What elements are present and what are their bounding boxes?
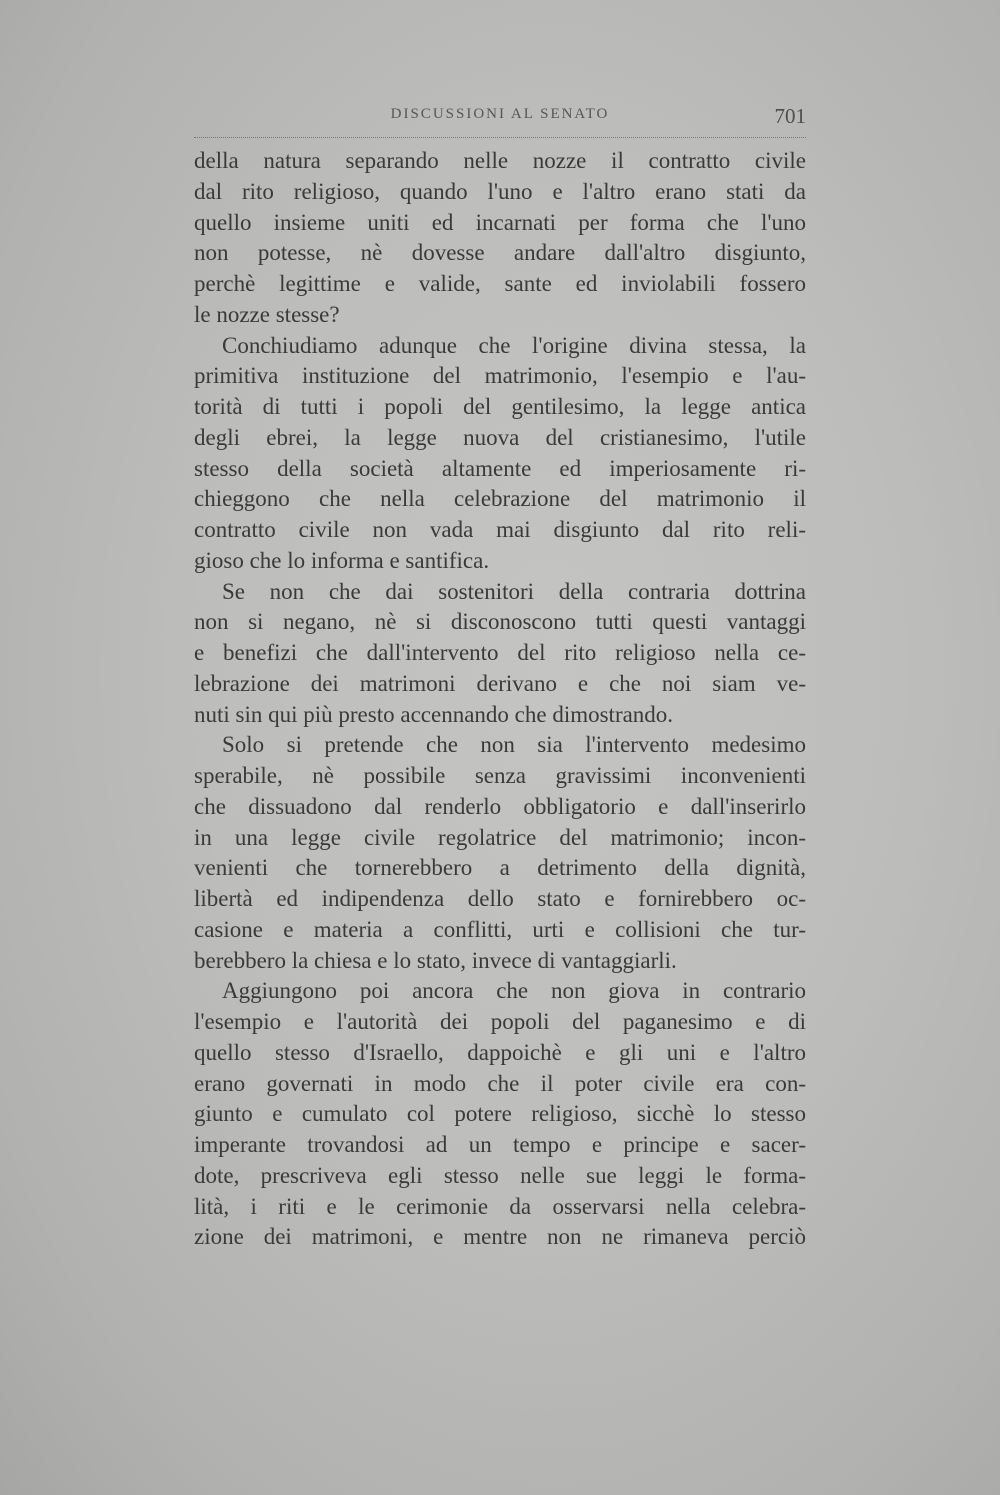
text-line: erano governati in modo che il poter civile era con- bbox=[194, 1070, 806, 1096]
running-title: DISCUSSIONI AL SENATO bbox=[390, 106, 610, 122]
text-line: Aggiungono poi ancora che non giova in contrario bbox=[222, 978, 806, 1004]
text-line: contratto civile non vada mai disgiunto dal rito reli- bbox=[194, 517, 806, 542]
text-line: gioso che lo informa e santifica. bbox=[194, 547, 490, 573]
text-line: in una legge civile regolatrice del matrimonio; incon- bbox=[194, 824, 806, 850]
text-line: giunto e cumulato col potere religioso, sicchè lo stesso bbox=[194, 1101, 806, 1127]
text-line: stesso della società altamente ed imperiosamente ri- bbox=[194, 455, 806, 481]
text-line: quello stesso d'Israello, dappoichè e gli uni e l'altro bbox=[194, 1039, 806, 1065]
text-line: dote, prescriveva egli stesso nelle sue leggi le forma- bbox=[194, 1162, 806, 1188]
text-line: Conchiudiamo adunque che l'origine divina stessa, la bbox=[222, 332, 806, 358]
text-line: l'esempio e l'autorità dei popoli del paganesimo e di bbox=[194, 1009, 806, 1034]
text-line: Solo si pretende che non sia l'intervento medesimo bbox=[222, 732, 806, 758]
text-line: primitiva instituzione del matrimonio, l'esempio e l'au- bbox=[194, 363, 806, 389]
text-line: che dissuadono dal renderlo obbligatorio e dall'inserirlo bbox=[194, 793, 806, 819]
text-line: lità, i riti e le cerimonie da osservarsi nella celebra- bbox=[194, 1193, 806, 1219]
text-line: venienti che tornerebbero a detrimento della dignità, bbox=[194, 855, 806, 881]
text-line: quello insieme uniti ed incarnati per forma che l'uno bbox=[194, 209, 806, 235]
text-line: nuti sin qui più presto accennando che dimostrando. bbox=[194, 701, 674, 727]
text-line: Se non che dai sostenitori della contraria dottrina bbox=[222, 578, 806, 604]
page-number: 701 bbox=[774, 104, 806, 128]
text-line: le nozze stesse? bbox=[194, 301, 340, 327]
running-head bbox=[194, 104, 806, 132]
text-line: lebrazione dei matrimoni derivano e che noi siam ve- bbox=[194, 670, 806, 696]
body-text bbox=[194, 146, 806, 1253]
header-rule bbox=[194, 137, 806, 138]
text-line: non si negano, nè si disconoscono tutti questi vantaggi bbox=[194, 609, 806, 635]
text-line: dal rito religioso, quando l'uno e l'altro erano stati da bbox=[194, 178, 806, 204]
text-line: degli ebrei, la legge nuova del cristianesimo, l'utile bbox=[194, 424, 806, 450]
text-line: casione e materia a conflitti, urti e collisioni che tur- bbox=[194, 916, 806, 942]
text-line: libertà ed indipendenza dello stato e fornirebbero oc- bbox=[194, 886, 806, 911]
text-line: berebbero la chiesa e lo stato, invece di vantaggiarli. bbox=[194, 947, 677, 973]
text-line: non potesse, nè dovesse andare dall'altro disgiunto, bbox=[194, 240, 806, 266]
text-line: chieggono che nella celebrazione del matrimonio il bbox=[194, 486, 806, 512]
text-line: sperabile, nè possibile senza gravissimi inconvenienti bbox=[194, 763, 806, 788]
text-line: torità di tutti i popoli del gentilesimo, la legge antica bbox=[194, 394, 806, 419]
text-line: e benefizi che dall'intervento del rito religioso nella ce- bbox=[194, 640, 806, 665]
text-line: imperante trovandosi ad un tempo e principe e sacer- bbox=[194, 1132, 806, 1157]
text-line: perchè legittime e valide, sante ed inviolabili fossero bbox=[194, 271, 806, 296]
text-line: della natura separando nelle nozze il contratto civile bbox=[194, 148, 806, 173]
text-line: zione dei matrimoni, e mentre non ne rimaneva perciò bbox=[194, 1224, 806, 1250]
